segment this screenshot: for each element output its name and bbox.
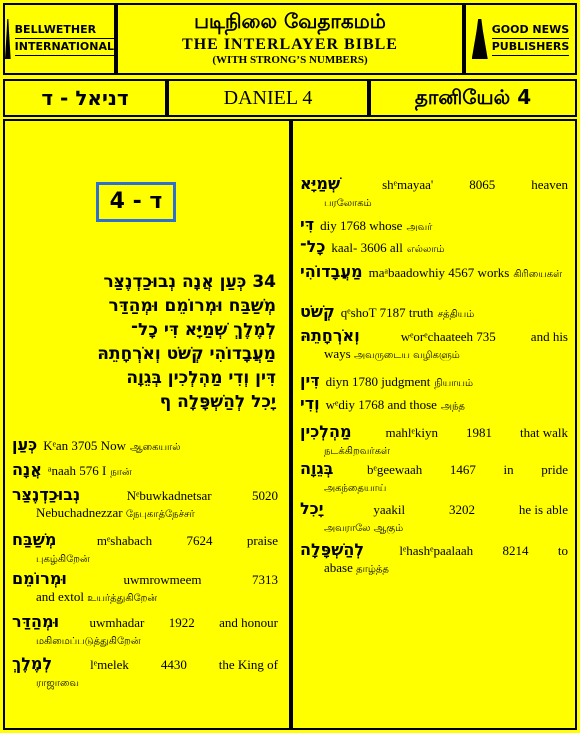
chapter-tamil: தானியேல் 4 [369,79,577,117]
word-entry [300,263,568,283]
gloss-part: 3202 [449,502,475,517]
gloss-part: mᵉshabach [96,533,153,548]
hebrew-word: כָל־ [300,237,326,256]
hebrew-word: דִּין [300,371,320,390]
gloss-part: he is able [518,502,568,517]
entry-continuation [12,549,278,568]
gloss-part: that walk [519,425,568,440]
gloss-part: pride [541,462,568,477]
word-entry [300,541,568,578]
gloss-part: wᵉorᵉchaateeh 735 [400,329,496,344]
entry-continuation [300,345,568,364]
entry-line [300,500,568,518]
tamil-gloss: நியாயம் [434,378,474,389]
gloss-part: Nᵉbuwkadnetsar [126,488,212,503]
torch-icon [472,19,488,59]
chapter-hebrew: דניאל - ד [3,79,167,117]
entry-line [300,303,568,323]
word-entry [300,423,568,460]
verse-line: דִּין וְדִי מַהְלְכִין בְּגֵוָה [126,368,276,388]
hebrew-word: מַעֲבָדוֹהִי [300,262,363,281]
subtitle: (WITH STRONG’S NUMBERS) [212,54,368,66]
word-entry [300,216,568,236]
tamil-gloss: நடக்கிறவர்கள் [324,446,390,457]
word-entry [12,436,278,456]
tamil-gloss: கிரியைகள் [513,269,563,280]
gloss-part: maᵃbaadowhiy 4567 works [368,265,510,280]
gloss-part: 4430 [160,657,187,672]
hebrew-word: וּמְרוֹמֵם [12,569,67,588]
entry-line [12,570,278,588]
gloss-part: in [503,462,514,477]
gloss-part: 7313 [252,572,278,587]
entry-line [300,541,568,559]
gloss-part: heaven [531,177,568,192]
hebrew-word: נְבוּכַדְנֶצַּר [12,485,81,504]
gloss-continuation: Nebuchadnezzar [36,505,126,520]
entry-continuation [12,673,278,692]
word-entry [300,372,568,392]
gloss-continuation: abase [324,560,357,575]
hebrew-word: אֲנָה [12,460,42,479]
gloss-part: qᵉshoT 7187 truth [340,305,434,320]
tamil-gloss: நான் [110,467,132,478]
entry-line [12,613,278,631]
gloss-continuation: ways [324,346,354,361]
entry-continuation [300,559,568,578]
entry-line [300,216,568,236]
word-entry [300,238,568,258]
hebrew-word: וְדִי [300,394,320,413]
word-entry [300,500,568,537]
hebrew-word: כְּעַן [12,435,38,454]
hebrew-word: וּמְהַדַּר [12,612,60,631]
tamil-gloss: நேபுகாத்நேச்சர் [125,509,195,520]
tamil-gloss: அவருடைய வழிகளும் [353,350,460,361]
gloss-part: ᵃnaah 576 I [47,463,107,478]
gloss-part: lᵉmelek [90,657,129,672]
title-block [116,3,464,75]
hebrew-word: לְמֶלֶךְ [12,654,53,673]
gloss-part: 8065 [469,177,496,192]
entry-line [300,327,568,345]
gloss-part: 1467 [449,462,476,477]
tamil-gloss: எல்லாம் [406,244,445,255]
gloss-part: 1922 [168,615,195,630]
tamil-gloss: பரலோகம் [324,198,372,209]
gloss-part: kaal- 3606 all [331,240,403,255]
entry-continuation [300,478,568,497]
gloss-part: praise [246,533,278,548]
gloss-part: 1981 [465,425,492,440]
bellwether-logo: BELLWETHER INTERNATIONAL [3,3,116,75]
entry-line [300,372,568,392]
verse-line: 34 כְּעַן אֲנָה נְבוּכַדְנֶצַּר [103,272,276,292]
hebrew-word: מְשַׁבַּח [12,530,57,549]
tamil-gloss: உயர்த்துகிறேன் [87,593,158,604]
hebrew-word: שְׁמַיָּא [300,174,341,193]
entry-line [300,238,568,258]
tamil-gloss: அகந்தையாய் [324,483,387,494]
tamil-gloss: சத்தியம் [437,309,475,320]
gloss-part: uwmrowmeem [123,572,202,587]
entry-line [12,461,278,481]
hebrew-word: וְאֹרְחָתֵהּ [300,326,360,345]
entry-line [300,263,568,283]
chapter-label: ד - 4 [96,182,176,222]
verse-line: מְשַׁבַּח וּמְרוֹמֵם וּמְהַדַּר [108,296,276,316]
hebrew-word: לְהַשְׁפָּלָה [300,540,364,559]
gloss-part: diy 1768 whose [320,218,403,233]
word-entry [300,327,568,364]
gloss-part: to [557,543,568,558]
title-tamil: படிநிலை வேதாகமம் [194,9,386,33]
word-entry [300,175,568,212]
hebrew-word: יָכִל [300,499,324,518]
tamil-gloss: அவராலே ஆகும் [324,523,404,534]
word-entry [12,613,278,650]
gloss-part: uwmhadar [89,615,145,630]
word-entry [12,570,278,607]
word-entry [12,531,278,568]
entry-continuation [12,504,278,523]
gloss-part: 5020 [252,488,278,503]
gloss-part: diyn 1780 judgment [325,374,431,389]
gloss-part: mahlᵉkiyn [385,425,438,440]
entry-line [12,531,278,549]
tamil-gloss: அவர் [406,222,433,233]
tamil-gloss: தாழ்த்த [356,564,389,575]
chapter-english: DANIEL 4 [167,79,369,117]
word-entry [12,655,278,692]
entry-line [300,460,568,478]
word-entry [300,303,568,323]
tamil-gloss: ராஜாவை [36,678,79,689]
tamil-gloss: ஆகையால் [129,442,181,453]
hebrew-word: מַהְלְכִין [300,422,352,441]
gloss-part: and honour [219,615,278,630]
torch-icon [5,19,11,59]
gloss-part: 7624 [186,533,213,548]
good-news-logo: GOOD NEWS PUBLISHERS [464,3,577,75]
tamil-gloss: அந்த [440,401,465,412]
entry-line [12,655,278,673]
gloss-part: shᵉmayaa' [382,177,434,192]
word-entry [12,486,278,523]
gloss-part: and his [530,329,568,344]
entry-line [12,436,278,456]
hebrew-word: קְשֹׁט [300,302,335,321]
gloss-part: lᵉhashᵉpaalaah [399,543,474,558]
entry-continuation [300,193,568,212]
title-english: THE INTERLAYER BIBLE [182,36,398,53]
verse-34 [10,270,276,414]
entry-line [300,395,568,415]
entry-continuation [12,588,278,607]
word-entry [300,460,568,497]
entry-continuation [300,441,568,460]
entry-line [300,423,568,441]
word-entry [12,461,278,481]
verse-line: מַעֲבָדוֹהִי קְשֹׁט וְאֹרְחָתֵהּ [97,344,276,364]
gloss-part: Kᵉan 3705 Now [43,438,126,453]
word-entry [300,395,568,415]
gloss-part: wᵉdiy 1768 and those [325,397,437,412]
verse-line: לְמֶלֶךְ שְׁמַיָּא דִּי כָל־ [131,320,276,340]
entry-line [300,175,568,193]
gloss-part: the King of [218,657,278,672]
tamil-gloss: மகிமைப்படுத்துகிறேன் [36,636,141,647]
gloss-part: 8214 [502,543,529,558]
gloss-part: yaakil [373,502,406,517]
entry-line [12,486,278,504]
entry-continuation [12,631,278,650]
hebrew-word: בְּגֵוָה [300,459,334,478]
tamil-gloss: புகழ்கிறேன் [36,554,90,565]
gloss-continuation: and extol [36,589,88,604]
gloss-part: bᵉgeewaah [367,462,423,477]
entry-continuation [300,518,568,537]
verse-line: יָכִל לְהַשְׁפָּלָה ף [159,392,276,412]
hebrew-word: דִּי [300,215,315,234]
